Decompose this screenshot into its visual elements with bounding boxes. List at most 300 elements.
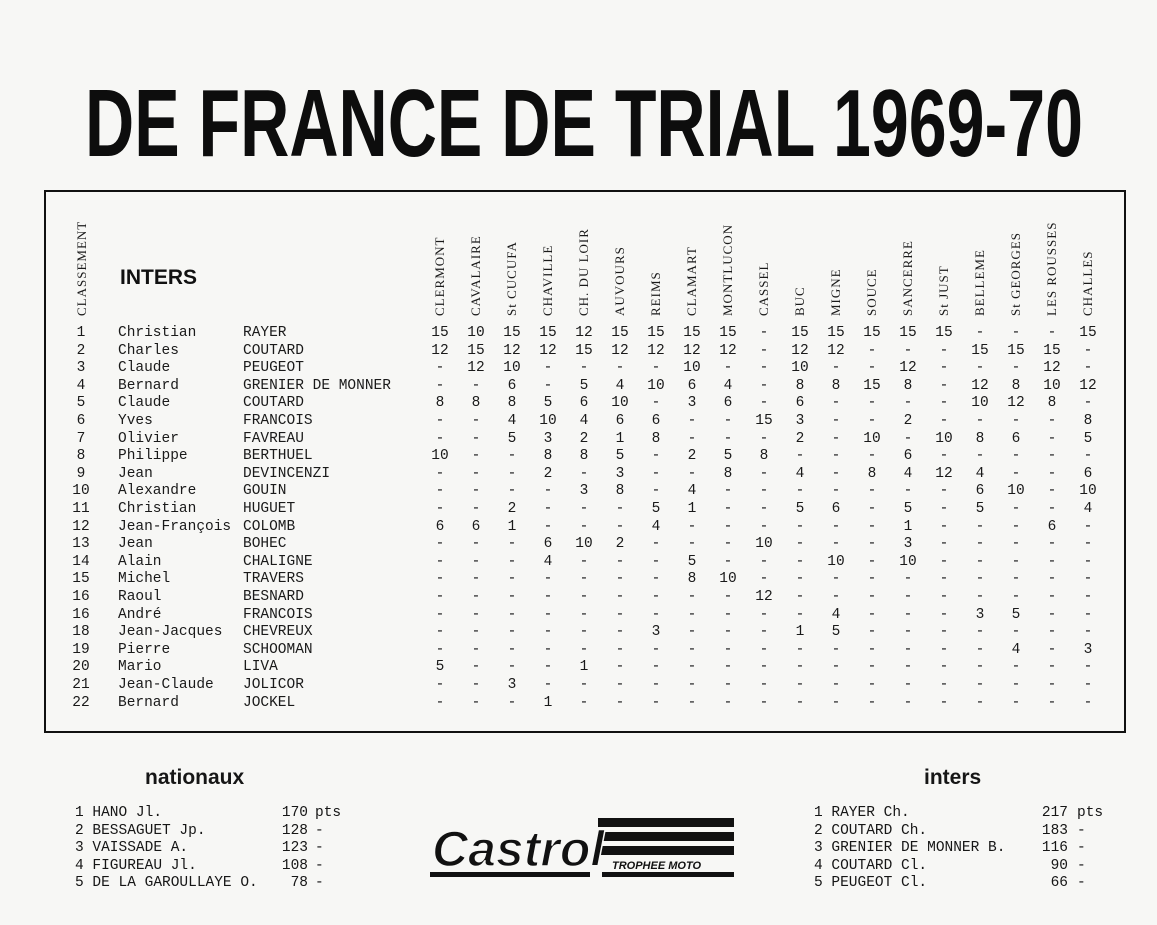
score-cell: 8 [687, 571, 697, 588]
score-cell: - [903, 659, 913, 676]
score-cell: - [1047, 501, 1057, 517]
score-cell: 15 [647, 325, 665, 341]
score-cell: 15 [827, 325, 845, 341]
score-cell: - [471, 377, 481, 394]
last-name-cell: JOLICOR [243, 677, 304, 693]
summary-entry-suffix: - [315, 822, 324, 839]
score-cell: - [543, 483, 553, 500]
score-cell: - [1083, 448, 1093, 465]
score-cell: - [579, 677, 589, 693]
score-cell: - [975, 518, 985, 535]
score-cell: 10 [863, 430, 881, 447]
score-cell: 12 [431, 342, 449, 359]
summary-entry-points: 90 [1050, 857, 1068, 874]
score-cell: 10 [647, 377, 665, 394]
event-header: St CUCUFA [504, 241, 519, 316]
score-cell: - [435, 589, 445, 605]
score-cell: - [939, 377, 949, 394]
score-cell: - [975, 553, 985, 570]
score-cell: 5 [651, 501, 661, 517]
rank-cell: 10 [72, 483, 90, 500]
score-cell: 3 [795, 413, 805, 429]
nationaux-title: nationaux [145, 766, 245, 789]
last-name-cell: HUGUET [243, 501, 296, 517]
score-cell: 4 [723, 377, 733, 394]
first-name-cell: Charles [118, 342, 179, 359]
score-cell: - [867, 413, 877, 429]
rank-cell: 8 [76, 448, 86, 465]
event-header: CH. DU LOIR [576, 228, 591, 316]
score-cell: - [615, 571, 625, 588]
headline [85, 72, 1085, 172]
summary-entry-points: 116 [1041, 840, 1068, 857]
score-cell: - [1047, 694, 1057, 711]
score-cell: - [1047, 553, 1057, 570]
score-cell: - [831, 571, 841, 588]
score-cell: - [759, 659, 769, 676]
score-cell: - [687, 641, 697, 658]
summary-entry-label: 1 RAYER Ch. [814, 805, 910, 821]
score-cell: - [1047, 325, 1057, 341]
score-cell: - [615, 589, 625, 605]
rank-cell: 21 [72, 677, 90, 693]
rank-cell: 18 [72, 624, 90, 641]
score-cell: - [507, 448, 517, 465]
score-cell: - [615, 606, 625, 623]
score-cell: 1 [579, 659, 589, 676]
score-cell: - [939, 624, 949, 641]
score-cell: - [867, 536, 877, 553]
score-cell: - [723, 483, 733, 500]
score-cell: - [867, 448, 877, 465]
score-cell: - [759, 342, 769, 359]
score-cell: - [867, 483, 877, 500]
score-cell: - [1083, 536, 1093, 553]
score-cell: - [1011, 677, 1021, 693]
score-cell: - [615, 501, 625, 517]
score-cell: - [507, 483, 517, 500]
score-cell: - [579, 501, 589, 517]
score-cell: 1 [615, 430, 625, 447]
first-name-cell: Jean [118, 536, 153, 553]
score-cell: 8 [615, 483, 625, 500]
score-cell: 1 [507, 518, 517, 535]
score-cell: - [759, 571, 769, 588]
score-cell: 8 [975, 430, 985, 447]
score-cell: 12 [719, 342, 737, 359]
score-cell: 6 [903, 448, 913, 465]
score-cell: - [1011, 536, 1021, 553]
first-name-cell: Alain [118, 553, 162, 570]
score-cell: - [435, 360, 445, 377]
score-cell: - [759, 360, 769, 377]
score-cell: 8 [1047, 395, 1057, 412]
score-cell: 15 [971, 342, 989, 359]
event-header: BELLEME [972, 249, 987, 316]
score-cell: - [831, 430, 841, 447]
score-cell: 6 [831, 501, 841, 517]
score-cell: 10 [575, 536, 593, 553]
score-cell: 10 [539, 413, 557, 429]
score-cell: - [975, 624, 985, 641]
summary-entry-label: 5 DE LA GAROULLAYE O. [75, 875, 258, 892]
score-cell: 4 [831, 606, 841, 623]
score-cell: 15 [791, 325, 809, 341]
score-cell: - [615, 518, 625, 535]
score-cell: - [831, 677, 841, 693]
score-cell: - [975, 360, 985, 377]
first-name-cell: Alexandre [118, 483, 197, 500]
score-cell: - [471, 553, 481, 570]
score-cell: 10 [719, 571, 737, 588]
score-cell: - [903, 430, 913, 447]
score-cell: 5 [831, 624, 841, 641]
last-name-cell: BERTHUEL [243, 448, 313, 465]
score-cell: - [795, 518, 805, 535]
score-cell: - [831, 413, 841, 429]
score-cell: - [651, 483, 661, 500]
score-cell: - [1047, 430, 1057, 447]
last-name-cell: CHEVREUX [243, 624, 313, 641]
score-cell: - [1083, 624, 1093, 641]
score-cell: - [1011, 465, 1021, 482]
score-cell: - [723, 553, 733, 570]
score-cell: 10 [503, 360, 521, 377]
score-cell: - [615, 553, 625, 570]
score-cell: 6 [471, 518, 481, 535]
score-cell: - [1047, 659, 1057, 676]
score-cell: - [507, 589, 517, 605]
summary-entry-points: 108 [281, 857, 308, 874]
score-cell: - [507, 536, 517, 553]
score-cell: - [687, 677, 697, 693]
score-cell: - [831, 659, 841, 676]
score-cell: 3 [903, 536, 913, 553]
score-cell: - [759, 430, 769, 447]
score-cell: 12 [683, 342, 701, 359]
score-cell: 2 [615, 536, 625, 553]
score-cell: - [795, 694, 805, 711]
last-name-cell: COLOMB [243, 518, 296, 535]
score-cell: - [435, 536, 445, 553]
score-cell: 15 [503, 325, 521, 341]
rank-column-header: CLASSEMENT [74, 220, 89, 316]
score-cell: - [1011, 360, 1021, 377]
score-cell: - [975, 571, 985, 588]
score-cell: - [975, 448, 985, 465]
score-cell: - [759, 677, 769, 693]
score-cell: - [1083, 395, 1093, 412]
score-cell: - [723, 606, 733, 623]
score-cell: - [471, 624, 481, 641]
last-name-cell: CHALIGNE [243, 553, 313, 570]
score-cell: - [651, 360, 661, 377]
score-cell: - [687, 624, 697, 641]
score-cell: - [579, 465, 589, 482]
score-cell: - [939, 342, 949, 359]
last-name-cell: BOHEC [243, 536, 287, 553]
score-cell: - [651, 571, 661, 588]
score-cell: - [579, 360, 589, 377]
summary-entry-points: 66 [1050, 875, 1068, 892]
score-cell: - [831, 360, 841, 377]
score-cell: - [687, 606, 697, 623]
last-name-cell: FRANCOIS [243, 606, 313, 623]
score-cell: - [759, 641, 769, 658]
last-name-cell: FAVREAU [243, 430, 304, 447]
score-cell: 4 [507, 413, 517, 429]
score-cell: - [579, 571, 589, 588]
score-cell: 15 [755, 413, 773, 429]
summary-entry-label: 1 HANO Jl. [75, 805, 163, 821]
rank-cell: 2 [76, 342, 86, 359]
rank-cell: 3 [76, 360, 86, 377]
first-name-cell: Bernard [118, 377, 179, 394]
section-title: INTERS [120, 266, 198, 289]
score-cell: - [579, 694, 589, 711]
score-cell: 5 [507, 430, 517, 447]
score-cell: 12 [827, 342, 845, 359]
headline-text: DE FRANCE DE TRIAL 1969-70 [85, 72, 1083, 172]
score-cell: 8 [471, 395, 481, 412]
score-cell: 8 [1011, 377, 1021, 394]
score-cell: 5 [795, 501, 805, 517]
score-cell: 15 [1007, 342, 1025, 359]
rank-cell: 16 [72, 589, 90, 605]
score-cell: 4 [975, 465, 985, 482]
score-cell: - [723, 659, 733, 676]
first-name-cell: Philippe [118, 448, 188, 465]
score-cell: 15 [899, 325, 917, 341]
score-cell: 6 [1047, 518, 1057, 535]
score-cell: - [795, 589, 805, 605]
score-cell: 4 [579, 413, 589, 429]
score-cell: 3 [507, 677, 517, 693]
rank-cell: 12 [72, 518, 90, 535]
event-header: St GEORGES [1008, 231, 1023, 316]
score-cell: - [435, 501, 445, 517]
score-cell: 4 [1011, 641, 1021, 658]
score-cell: - [579, 518, 589, 535]
score-cell: - [1047, 536, 1057, 553]
score-cell: 12 [1079, 377, 1097, 394]
score-cell: - [975, 536, 985, 553]
score-cell: - [1011, 413, 1021, 429]
score-cell: - [1083, 677, 1093, 693]
score-cell: - [939, 360, 949, 377]
rank-cell: 13 [72, 536, 90, 553]
score-cell: - [831, 395, 841, 412]
score-cell: 8 [543, 448, 553, 465]
first-name-cell: Michel [118, 571, 171, 588]
score-cell: 15 [611, 325, 629, 341]
score-cell: - [939, 659, 949, 676]
last-name-cell: BESNARD [243, 589, 304, 605]
score-cell: 10 [935, 430, 953, 447]
score-cell: 1 [903, 518, 913, 535]
score-cell: 3 [579, 483, 589, 500]
score-cell: 6 [579, 395, 589, 412]
score-cell: - [651, 659, 661, 676]
score-cell: - [939, 395, 949, 412]
score-cell: - [435, 624, 445, 641]
score-cell: - [867, 395, 877, 412]
summary-entry-suffix: pts [315, 805, 342, 821]
score-cell: - [759, 483, 769, 500]
score-cell: 2 [795, 430, 805, 447]
summary-entry-suffix: pts [1077, 805, 1104, 821]
score-cell: - [1011, 553, 1021, 570]
score-cell: - [543, 571, 553, 588]
event-header: CHALLES [1080, 250, 1095, 316]
score-cell: - [867, 589, 877, 605]
score-cell: 15 [683, 325, 701, 341]
score-cell: - [795, 677, 805, 693]
score-cell: 8 [435, 395, 445, 412]
score-cell: - [1083, 553, 1093, 570]
score-cell: 2 [543, 465, 553, 482]
score-cell: - [579, 589, 589, 605]
score-cell: - [1047, 677, 1057, 693]
score-cell: 10 [755, 536, 773, 553]
score-cell: - [1011, 589, 1021, 605]
score-cell: 10 [899, 553, 917, 570]
score-cell: - [435, 571, 445, 588]
score-cell: 2 [579, 430, 589, 447]
score-cell: - [939, 589, 949, 605]
event-header: CLERMONT [432, 236, 447, 316]
score-cell: - [651, 448, 661, 465]
summary-entry-suffix: - [1077, 875, 1086, 892]
score-cell: - [651, 395, 661, 412]
score-cell: 12 [755, 589, 773, 605]
score-cell: 8 [759, 448, 769, 465]
score-cell: 15 [719, 325, 737, 341]
score-cell: - [975, 659, 985, 676]
score-cell: - [1047, 641, 1057, 658]
score-cell: - [543, 677, 553, 693]
score-cell: - [939, 641, 949, 658]
score-cell: - [507, 606, 517, 623]
score-cell: 10 [683, 360, 701, 377]
event-header: SOUCE [864, 268, 879, 316]
score-cell: 5 [579, 377, 589, 394]
score-cell: 2 [903, 413, 913, 429]
score-cell: - [831, 536, 841, 553]
score-cell: 15 [863, 377, 881, 394]
score-cell: - [1047, 465, 1057, 482]
summary-entry-points: 78 [290, 875, 308, 892]
score-cell: - [1083, 589, 1093, 605]
score-cell: 8 [579, 448, 589, 465]
score-cell: 10 [827, 553, 845, 570]
score-cell: - [939, 694, 949, 711]
score-cell: - [759, 325, 769, 341]
score-cell: - [939, 553, 949, 570]
event-header: SANCERRE [900, 240, 915, 316]
score-cell: 3 [975, 606, 985, 623]
score-cell: 8 [903, 377, 913, 394]
score-cell: 6 [1011, 430, 1021, 447]
score-cell: - [723, 360, 733, 377]
score-cell: - [939, 501, 949, 517]
summary-entry-label: 4 FIGUREAU Jl. [75, 857, 197, 874]
score-cell: - [1047, 448, 1057, 465]
score-cell: - [723, 677, 733, 693]
score-cell: - [615, 624, 625, 641]
score-cell: - [867, 641, 877, 658]
score-cell: - [651, 589, 661, 605]
rank-cell: 16 [72, 606, 90, 623]
last-name-cell: TRAVERS [243, 571, 304, 588]
first-name-cell: André [118, 606, 162, 623]
score-cell: 12 [611, 342, 629, 359]
score-cell: - [507, 571, 517, 588]
score-cell: - [651, 553, 661, 570]
score-cell: - [939, 606, 949, 623]
score-cell: 15 [467, 342, 485, 359]
score-cell: - [543, 377, 553, 394]
score-cell: - [759, 624, 769, 641]
score-cell: - [759, 377, 769, 394]
score-cell: 8 [1083, 413, 1093, 429]
score-cell: - [975, 589, 985, 605]
score-cell: - [1083, 571, 1093, 588]
score-cell: - [1011, 571, 1021, 588]
last-name-cell: COUTARD [243, 395, 304, 412]
score-cell: 5 [1011, 606, 1021, 623]
score-cell: - [759, 465, 769, 482]
summary-entry-points: 217 [1041, 805, 1068, 821]
score-cell: - [723, 641, 733, 658]
score-cell: - [471, 430, 481, 447]
score-cell: - [543, 641, 553, 658]
event-header: MIGNE [828, 268, 843, 316]
score-cell: - [471, 465, 481, 482]
score-cell: - [471, 694, 481, 711]
score-cell: 6 [507, 377, 517, 394]
score-cell: - [1047, 571, 1057, 588]
score-cell: - [435, 377, 445, 394]
score-cell: 5 [903, 501, 913, 517]
summary-entry-points: 183 [1041, 822, 1068, 839]
inters-summary-title: inters [924, 766, 982, 789]
score-cell: 1 [543, 694, 553, 711]
score-cell: - [723, 589, 733, 605]
event-header: CAVALAIRE [468, 235, 483, 316]
score-cell: - [543, 518, 553, 535]
score-cell: - [831, 465, 841, 482]
score-cell: 5 [687, 553, 697, 570]
score-cell: - [759, 395, 769, 412]
score-cell: 10 [791, 360, 809, 377]
score-cell: - [903, 677, 913, 693]
score-cell: - [651, 465, 661, 482]
score-cell: - [867, 677, 877, 693]
summary-entry-label: 4 COUTARD Cl. [814, 857, 928, 874]
score-cell: - [831, 694, 841, 711]
rank-cell: 19 [72, 641, 90, 658]
score-cell: - [723, 624, 733, 641]
score-cell: - [1011, 694, 1021, 711]
score-cell: 6 [651, 413, 661, 429]
score-cell: - [939, 518, 949, 535]
score-cell: - [903, 641, 913, 658]
score-cell: 4 [687, 483, 697, 500]
last-name-cell: GOUIN [243, 483, 287, 500]
score-cell: - [543, 624, 553, 641]
score-cell: - [831, 483, 841, 500]
